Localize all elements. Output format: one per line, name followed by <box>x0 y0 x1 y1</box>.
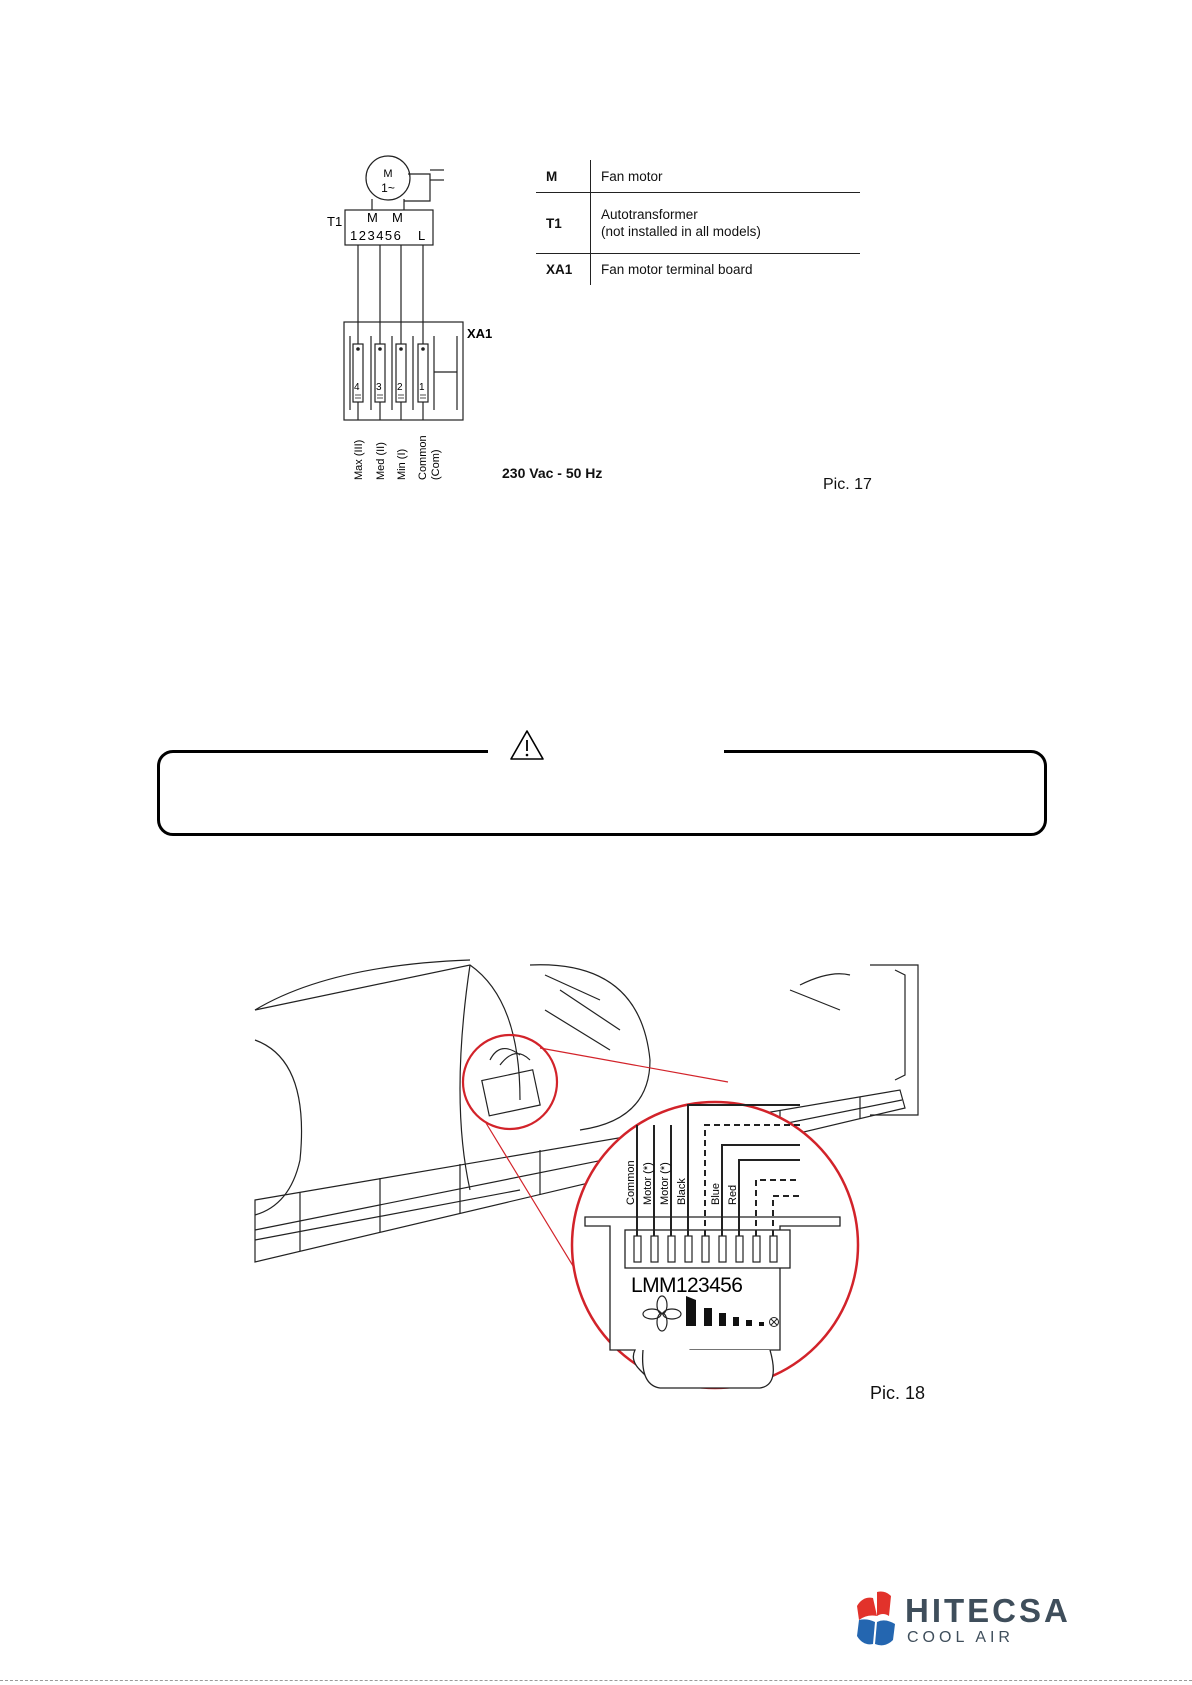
wire-label-motor: Motor (*) <box>642 1162 654 1205</box>
legend-symbol: T1 <box>536 193 591 254</box>
legend-description-line: Autotransformer <box>601 207 698 222</box>
wire-label-blue: Blue <box>710 1182 722 1205</box>
logo-tagline: COOL AIR <box>907 1629 1014 1646</box>
legend-table <box>536 160 860 285</box>
hitecsa-logo <box>855 1590 1105 1650</box>
motor-label-top: M <box>383 168 393 180</box>
supply-voltage-label: 230 Vac - 50 Hz <box>502 465 603 481</box>
legend-row <box>536 160 860 193</box>
warning-box <box>157 750 1047 836</box>
page-bottom-rule <box>0 1680 1192 1681</box>
warning-triangle-icon <box>508 728 546 762</box>
block-number: 4 <box>354 382 360 393</box>
pic18-caption: Pic. 18 <box>870 1383 926 1403</box>
legend-description: Fan motor terminal board <box>601 262 753 277</box>
block-number: 3 <box>376 382 382 393</box>
block-number: 1 <box>419 382 425 393</box>
wire-label-max: Max (III) <box>353 439 365 480</box>
t1-label: T1 <box>327 214 343 229</box>
wire-label-min: Min (I) <box>396 448 408 480</box>
hitecsa-logo-mark <box>855 1590 901 1648</box>
legend-symbol: XA1 <box>536 254 591 286</box>
t1-m1: M <box>367 210 378 225</box>
legend-symbol: M <box>536 160 591 193</box>
wire-label-common: Common <box>625 1160 637 1205</box>
t1-l: L <box>418 228 426 243</box>
block-number: 2 <box>397 382 403 393</box>
wire-label-common: Common <box>417 435 429 480</box>
terminal-markings: LMM123456 <box>631 1274 743 1297</box>
xa1-label: XA1 <box>467 326 493 341</box>
legend-description-line: (not installed in all models) <box>601 224 761 239</box>
t1-terminals: 123456 <box>350 228 403 243</box>
legend-row <box>536 193 860 254</box>
logo-name: HITECSA <box>905 1592 1071 1629</box>
wire-label-med: Med (II) <box>375 442 387 480</box>
legend-description <box>591 193 861 254</box>
pic17-caption: Pic. 17 <box>823 476 872 493</box>
wire-label-motor: Motor (*) <box>659 1162 671 1205</box>
motor-label-bottom: 1~ <box>381 181 395 195</box>
wire-label-red: Red <box>727 1184 739 1205</box>
wire-label-black: Black <box>676 1178 688 1205</box>
t1-m2: M <box>392 210 403 225</box>
terminal-board-illustration-pic18 <box>0 950 1192 1410</box>
legend-description: Fan motor <box>591 160 861 193</box>
legend-row <box>536 254 860 286</box>
wire-label-com: (Com) <box>430 449 442 480</box>
